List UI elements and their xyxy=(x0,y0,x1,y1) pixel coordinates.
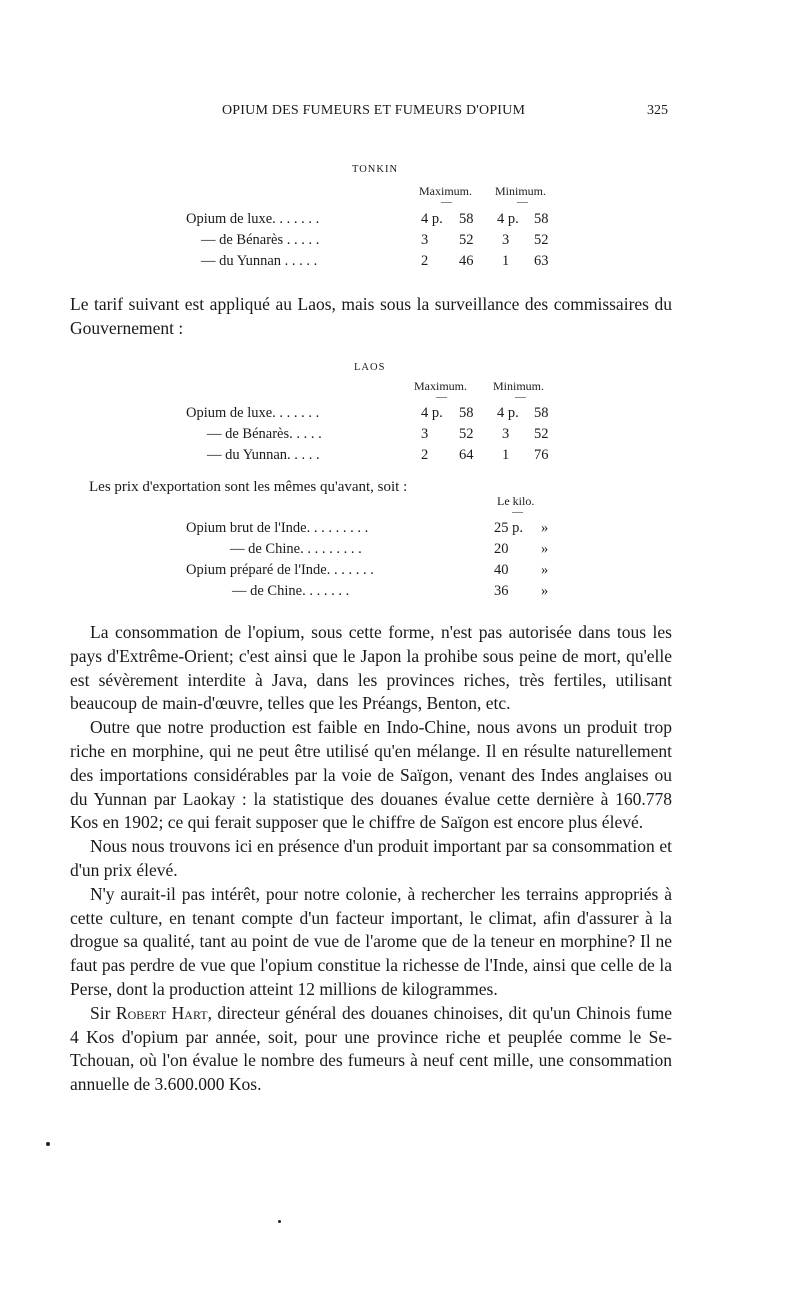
laos-row xyxy=(0,447,800,467)
paragraph: Outre que notre production est faible en Indo-Chine, nous avons un produit trop riche en morphine, qui ne peut être utilisé qu'en mélange. Il en résulte naturellement des importations considérables par la voie de Saïgon, venant des Indes anglaises ou du Yunnan par Laokay : la statistique des douanes évalue cette dernière à 160.778 Kos en 1902; ce qui ferait supposer que le chiffre de Saïgon est encore plus élevé. xyxy=(70,717,672,833)
export-col-head: Le kilo. xyxy=(497,494,535,508)
row-max-p: 2 xyxy=(421,447,429,463)
row-label: Opium de luxe. . . . . . . xyxy=(186,405,320,421)
row-max-p: 3 xyxy=(421,426,429,442)
row-max-p: 4 p. xyxy=(421,211,443,227)
row-label: — du Yunnan. . . . . xyxy=(207,447,320,463)
export-mark: » xyxy=(541,562,549,578)
row-max-c: 64 xyxy=(459,447,474,463)
row-max-p: 2 xyxy=(421,253,429,269)
row-max-c: 58 xyxy=(459,211,474,227)
body-text xyxy=(70,621,672,1097)
row-min-p: 3 xyxy=(502,232,510,248)
export-mark: » xyxy=(541,583,549,599)
export-row xyxy=(0,583,800,603)
export-dash: — xyxy=(512,506,523,518)
row-label: Opium de luxe. . . . . . . xyxy=(186,211,320,227)
row-min-p: 1 xyxy=(502,253,510,269)
row-min-p: 4 p. xyxy=(497,405,519,421)
laos-dash-max: — xyxy=(436,391,447,403)
print-dot xyxy=(278,1220,281,1223)
row-max-c: 52 xyxy=(459,426,474,442)
paragraph xyxy=(70,1002,672,1097)
row-min-c: 58 xyxy=(534,405,549,421)
row-label: — de Bénarès. . . . . xyxy=(207,426,322,442)
row-min-c: 52 xyxy=(534,426,549,442)
paragraph: La consommation de l'opium, sous cette forme, n'est pas autorisée dans tous les pays d'Extrême-Orient; c'est ainsi que le Japon la prohibe sous peine de mort, qu'elle est sévèrement interdite à Java, dans les provinces riches, très fertiles, utilisant beaucoup de main-d'œuvre, telles que les Préangs, Benton, etc. xyxy=(70,622,672,714)
export-label: Opium brut de l'Inde. . . . . . . . . xyxy=(186,520,369,536)
tonkin-col-min: Minimum. xyxy=(495,184,547,198)
export-value: 36 xyxy=(494,583,509,599)
laos-caption: LAOS xyxy=(354,362,386,373)
export-label: — de Chine. . . . . . . xyxy=(232,583,350,599)
header-title: OPIUM DES FUMEURS ET FUMEURS D'OPIUM xyxy=(222,103,526,118)
laos-intro-text: Le tarif suivant est appliqué au Laos, mais sous la surveillance des commissaires du Gouvernement : xyxy=(70,294,672,338)
paragraph: Nous nous trouvons ici en présence d'un produit important par sa consommation et d'un prix élevé. xyxy=(70,836,672,880)
row-min-p: 3 xyxy=(502,426,510,442)
tonkin-col-max: Maximum. xyxy=(419,184,472,198)
export-value: 40 xyxy=(494,562,509,578)
tonkin-row xyxy=(0,232,800,252)
tonkin-row xyxy=(0,253,800,273)
export-row xyxy=(0,541,800,561)
page-number: 325 xyxy=(647,103,668,118)
export-label: Opium préparé de l'Inde. . . . . . . xyxy=(186,562,374,578)
tonkin-row xyxy=(0,211,800,231)
export-label: — de Chine. . . . . . . . . xyxy=(230,541,362,557)
export-mark: » xyxy=(541,520,549,536)
row-max-p: 3 xyxy=(421,232,429,248)
export-value: 25 p. xyxy=(494,520,523,536)
laos-dash-min: — xyxy=(515,391,526,403)
laos-col-min: Minimum. xyxy=(493,379,545,393)
laos-row xyxy=(0,405,800,425)
row-label: — de Bénarès . . . . . xyxy=(201,232,320,248)
laos-col-max: Maximum. xyxy=(414,379,467,393)
print-dot xyxy=(46,1142,50,1146)
laos-row xyxy=(0,426,800,446)
tonkin-dash-min: — xyxy=(517,196,528,208)
export-row xyxy=(0,562,800,582)
row-min-c: 76 xyxy=(534,447,549,463)
row-max-c: 58 xyxy=(459,405,474,421)
author-name: Robert Hart xyxy=(115,1002,208,1023)
row-min-c: 52 xyxy=(534,232,549,248)
tonkin-dash-max: — xyxy=(441,196,452,208)
row-min-c: 63 xyxy=(534,253,549,269)
row-max-c: 52 xyxy=(459,232,474,248)
p5-rest: , directeur général des douanes chinoises, dit qu'un Chinois fume 4 Kos d'opium par année, soit, pour une province riche et peuplée comme le Se-Tchouan, où l'on évalue le nombre des fumeurs à neuf cent mille, une consommation annuelle de 3.600.000 Kos. xyxy=(70,1002,672,1095)
export-row xyxy=(0,520,800,540)
export-mark: » xyxy=(541,541,549,557)
row-max-p: 4 p. xyxy=(421,405,443,421)
row-label: — du Yunnan . . . . . xyxy=(201,253,318,269)
laos-intro xyxy=(70,293,672,341)
running-header xyxy=(0,103,800,127)
row-min-p: 4 p. xyxy=(497,211,519,227)
tonkin-caption: TONKIN xyxy=(352,164,399,175)
paragraph: N'y aurait-il pas intérêt, pour notre colonie, à rechercher les terrains appropriés à cette culture, en tenant compte d'un facteur important, le climat, afin d'assurer à la drogue sa qualité, tant au point de vue de l'arome que de la teneur en morphine? Il ne faut pas perdre de vue que l'opium constitue la richesse de l'Inde, ainsi que celle de la Perse, dont la production atteint 12 millions de kilogrammes. xyxy=(70,883,672,999)
row-max-c: 46 xyxy=(459,253,474,269)
row-min-p: 1 xyxy=(502,447,510,463)
p5-prefix: Sir xyxy=(90,1002,116,1023)
row-min-c: 58 xyxy=(534,211,549,227)
export-intro: Les prix d'exportation sont les mêmes qu'avant, soit : xyxy=(89,479,408,495)
export-value: 20 xyxy=(494,541,509,557)
